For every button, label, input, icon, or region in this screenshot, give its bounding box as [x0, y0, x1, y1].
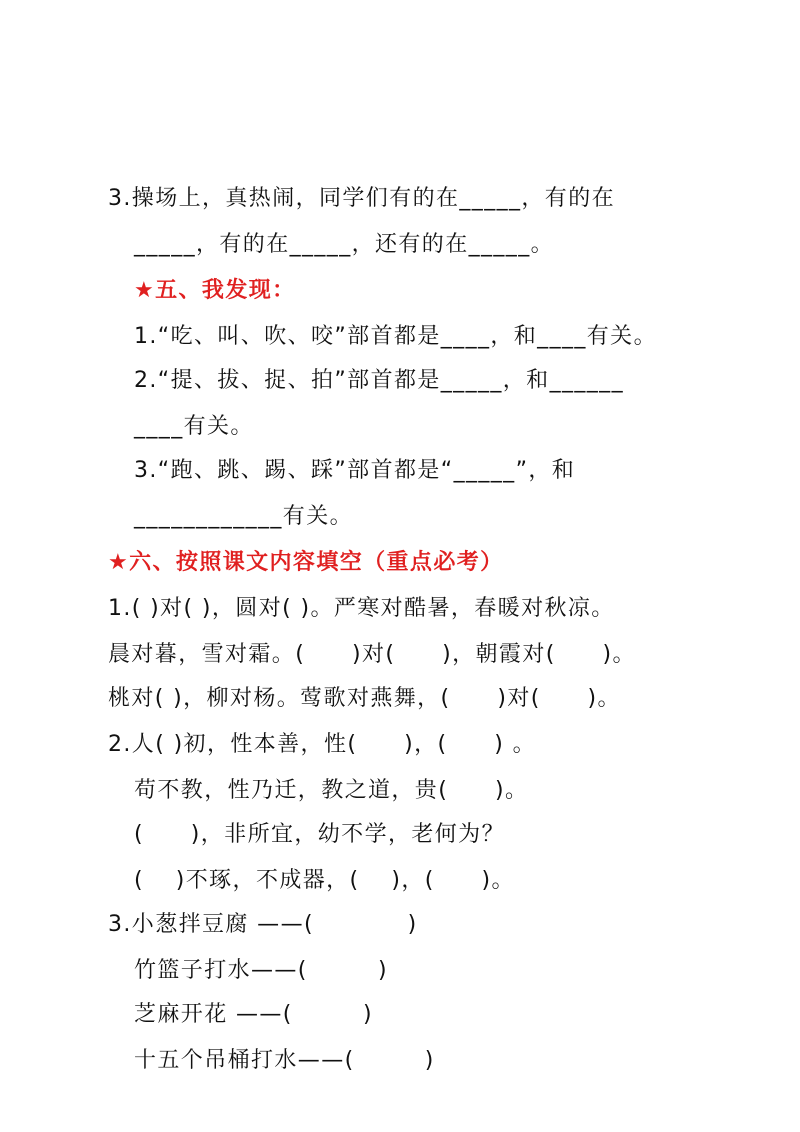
- q6-1-line1: 1.( )对( )，圆对( )。严寒对酷暑，春暖对秋凉。: [108, 596, 615, 621]
- q6-2-line4: ( )不琢，不成器，( )，( )。: [134, 868, 515, 893]
- q6-1-line2: 晨对暮，雪对霜。( )对( )，朝霞对( )。: [108, 642, 636, 667]
- q3-playground-line2: _____，有的在_____，还有的在_____。: [134, 232, 555, 257]
- q5-item-3-line2: ____________有关。: [134, 504, 354, 529]
- q5-item-2-line1: 2.“提、拔、捉、拍”部首都是_____，和______: [134, 368, 624, 393]
- q6-3-item-3: 芝麻开花 ——( ): [134, 1002, 373, 1027]
- q5-item-1: 1.“吃、叫、吹、咬”部首都是____，和____有关。: [134, 324, 657, 349]
- q6-3-item-1: 3.小葱拌豆腐 ——( ): [108, 912, 418, 937]
- section-five-heading: ★五、我发现：: [134, 278, 296, 303]
- section-six-heading: ★六、按照课文内容填空（重点必考）: [108, 550, 504, 575]
- q6-3-item-4: 十五个吊桶打水——( ): [134, 1048, 435, 1073]
- q6-2-line1: 2.人( )初，性本善，性( )，( ) 。: [108, 732, 537, 757]
- q6-1-line3: 桃对( )，柳对杨。莺歌对燕舞，( )对( )。: [108, 686, 621, 711]
- q3-playground-line1: 3.操场上，真热闹，同学们有的在_____，有的在: [108, 186, 615, 211]
- q6-2-line3: ( )，非所宜，幼不学，老何为？: [134, 822, 505, 847]
- q5-item-2-line2: ____有关。: [134, 414, 254, 439]
- q6-3-item-2: 竹篮子打水——( ): [134, 958, 388, 983]
- q5-item-3-line1: 3.“跑、跳、踢、踩”部首都是“_____”，和: [134, 458, 576, 483]
- q6-2-line2: 苟不教，性乃迁，教之道，贵( )。: [134, 778, 529, 803]
